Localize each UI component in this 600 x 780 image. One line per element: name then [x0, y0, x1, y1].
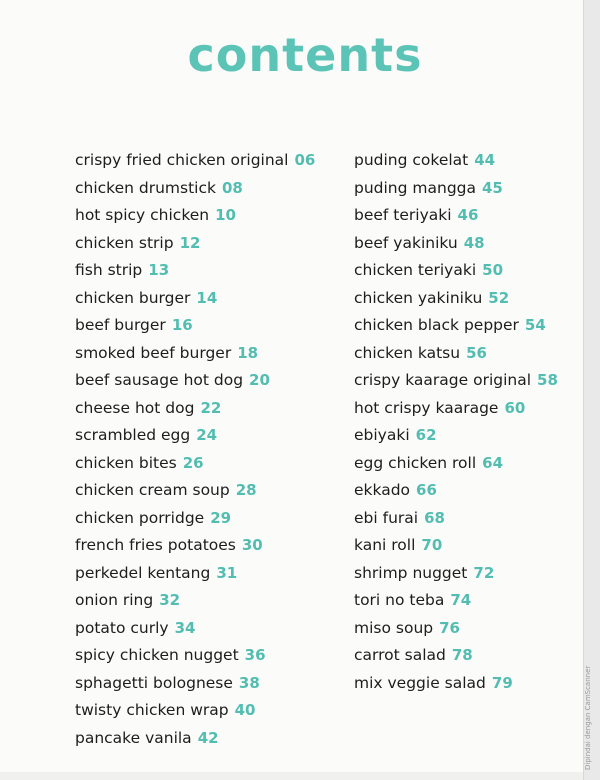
entry-title: hot crispy kaarage	[354, 398, 499, 417]
entry-title: egg chicken roll	[354, 453, 477, 472]
entry-page-number: 13	[148, 261, 170, 279]
contents-entry	[354, 367, 558, 395]
contents-entry	[75, 477, 315, 505]
entry-title: chicken cream soup	[75, 481, 230, 499]
entry-page-number: 42	[197, 728, 219, 747]
entry-page-number: 60	[504, 398, 526, 417]
entry-title: tori no teba	[354, 591, 445, 609]
entry-title: beef teriyaki	[354, 206, 452, 224]
contents-entry	[354, 587, 558, 615]
entry-page-number: 68	[424, 508, 445, 527]
entry-page-number: 50	[482, 261, 504, 279]
entry-page-number: 48	[463, 233, 485, 252]
contents-entry	[75, 312, 315, 340]
contents-entry	[75, 560, 315, 588]
contents-entry	[354, 422, 558, 450]
contents-entry	[75, 147, 315, 175]
contents-entry	[354, 450, 558, 478]
entry-page-number: 20	[249, 371, 270, 389]
contents-entry	[75, 670, 315, 698]
contents-entry	[354, 560, 558, 588]
entry-title: perkedel kentang	[75, 563, 211, 582]
contents-entry	[354, 340, 558, 368]
entry-page-number: 08	[221, 178, 243, 197]
entry-title: shrimp nugget	[354, 563, 468, 582]
contents-entry	[75, 395, 315, 423]
entry-title: hot spicy chicken	[75, 206, 210, 224]
contents-entry	[75, 587, 315, 615]
contents-left-column	[75, 147, 315, 752]
entry-title: puding mangga	[354, 178, 476, 197]
entry-page-number: 31	[216, 563, 238, 582]
entry-page-number: 46	[457, 206, 479, 224]
contents-entry	[354, 670, 558, 698]
entry-page-number: 70	[421, 536, 443, 554]
entry-title: beef burger	[75, 316, 166, 334]
entry-page-number: 44	[474, 151, 496, 169]
contents-entry	[75, 505, 315, 533]
entry-title: chicken black pepper	[354, 316, 519, 334]
contents-entry	[75, 615, 315, 643]
entry-title: kani roll	[354, 536, 416, 554]
entry-title: ebi furai	[354, 508, 419, 527]
entry-page-number: 64	[482, 453, 504, 472]
entry-page-number: 62	[415, 426, 437, 444]
entry-title: chicken teriyaki	[354, 261, 477, 279]
contents-entry	[75, 642, 315, 670]
entry-title: scrambled egg	[75, 426, 191, 444]
contents-entry	[354, 477, 558, 505]
entry-page-number: 54	[524, 316, 546, 334]
scanner-watermark: Dipindai dengan CamScanner	[584, 665, 592, 770]
entry-page-number: 78	[451, 646, 473, 664]
entry-page-number: 56	[466, 343, 487, 362]
contents-entry	[75, 202, 315, 230]
entry-page-number: 40	[234, 701, 256, 719]
contents-entry	[75, 367, 315, 395]
entry-title: french fries potatoes	[75, 536, 236, 554]
contents-entry	[354, 615, 558, 643]
contents-entry	[75, 422, 315, 450]
contents-entry	[354, 285, 558, 313]
contents-entry	[354, 257, 558, 285]
contents-entry	[354, 642, 558, 670]
contents-entry	[75, 340, 315, 368]
entry-title: beef sausage hot dog	[75, 371, 244, 389]
contents-entry	[75, 725, 315, 753]
entry-page-number: 76	[439, 618, 460, 637]
contents-entry	[75, 532, 315, 560]
entry-title: mix veggie salad	[354, 673, 486, 692]
entry-page-number: 24	[196, 426, 218, 444]
entry-page-number: 14	[196, 288, 218, 307]
contents-entry	[354, 505, 558, 533]
entry-title: crispy kaarage original	[354, 371, 532, 389]
entry-title: sphagetti bolognese	[75, 673, 233, 692]
entry-page-number: 18	[237, 343, 259, 362]
entry-title: chicken bites	[75, 453, 177, 472]
entry-title: potato curly	[75, 618, 169, 637]
entry-page-number: 38	[238, 673, 260, 692]
entry-title: chicken katsu	[354, 343, 461, 362]
entry-title: twisty chicken wrap	[75, 701, 229, 719]
entry-title: spicy chicken nugget	[75, 646, 239, 664]
entry-title: pancake vanila	[75, 728, 192, 747]
contents-entry	[75, 230, 315, 258]
contents-entry	[354, 175, 558, 203]
contents-entry	[75, 175, 315, 203]
entry-title: chicken yakiniku	[354, 288, 483, 307]
entry-page-number: 10	[215, 206, 236, 224]
entry-page-number: 66	[416, 481, 437, 499]
entry-page-number: 72	[473, 563, 495, 582]
entry-page-number: 28	[235, 481, 257, 499]
entry-title: puding cokelat	[354, 151, 469, 169]
entry-title: ekkado	[354, 481, 411, 499]
contents-right-column	[354, 147, 558, 697]
entry-title: chicken porridge	[75, 508, 205, 527]
entry-title: ebiyaki	[354, 426, 410, 444]
entry-title: cheese hot dog	[75, 398, 195, 417]
entry-page-number: 52	[488, 288, 510, 307]
entry-page-number: 16	[171, 316, 193, 334]
contents-entry	[75, 450, 315, 478]
entry-title: chicken strip	[75, 233, 174, 252]
entry-title: carrot salad	[354, 646, 446, 664]
entry-page-number: 36	[244, 646, 266, 664]
entry-page-number: 22	[200, 398, 222, 417]
contents-entry	[75, 285, 315, 313]
entry-title: miso soup	[354, 618, 434, 637]
entry-title: fish strip	[75, 261, 143, 279]
entry-title: chicken drumstick	[75, 178, 216, 197]
entry-title: smoked beef burger	[75, 343, 232, 362]
contents-entry	[354, 532, 558, 560]
contents-entry	[354, 395, 558, 423]
contents-entry	[354, 230, 558, 258]
contents-entry	[75, 257, 315, 285]
entry-page-number: 45	[482, 178, 503, 197]
entry-title: onion ring	[75, 591, 154, 609]
entry-page-number: 29	[210, 508, 232, 527]
entry-page-number: 34	[174, 618, 196, 637]
contents-entry	[354, 147, 558, 175]
entry-title: chicken burger	[75, 288, 191, 307]
entry-page-number: 58	[537, 371, 558, 389]
contents-entry	[354, 202, 558, 230]
contents-entry	[75, 697, 315, 725]
entry-page-number: 74	[450, 591, 472, 609]
entry-page-number: 06	[294, 151, 316, 169]
page-title: contents	[187, 28, 423, 82]
entry-title: beef yakiniku	[354, 233, 458, 252]
entry-page-number: 32	[159, 591, 181, 609]
contents-entry	[354, 312, 558, 340]
entry-page-number: 26	[182, 453, 204, 472]
entry-page-number: 12	[179, 233, 201, 252]
entry-title: crispy fried chicken original	[75, 151, 289, 169]
entry-page-number: 79	[491, 673, 513, 692]
entry-page-number: 30	[241, 536, 263, 554]
